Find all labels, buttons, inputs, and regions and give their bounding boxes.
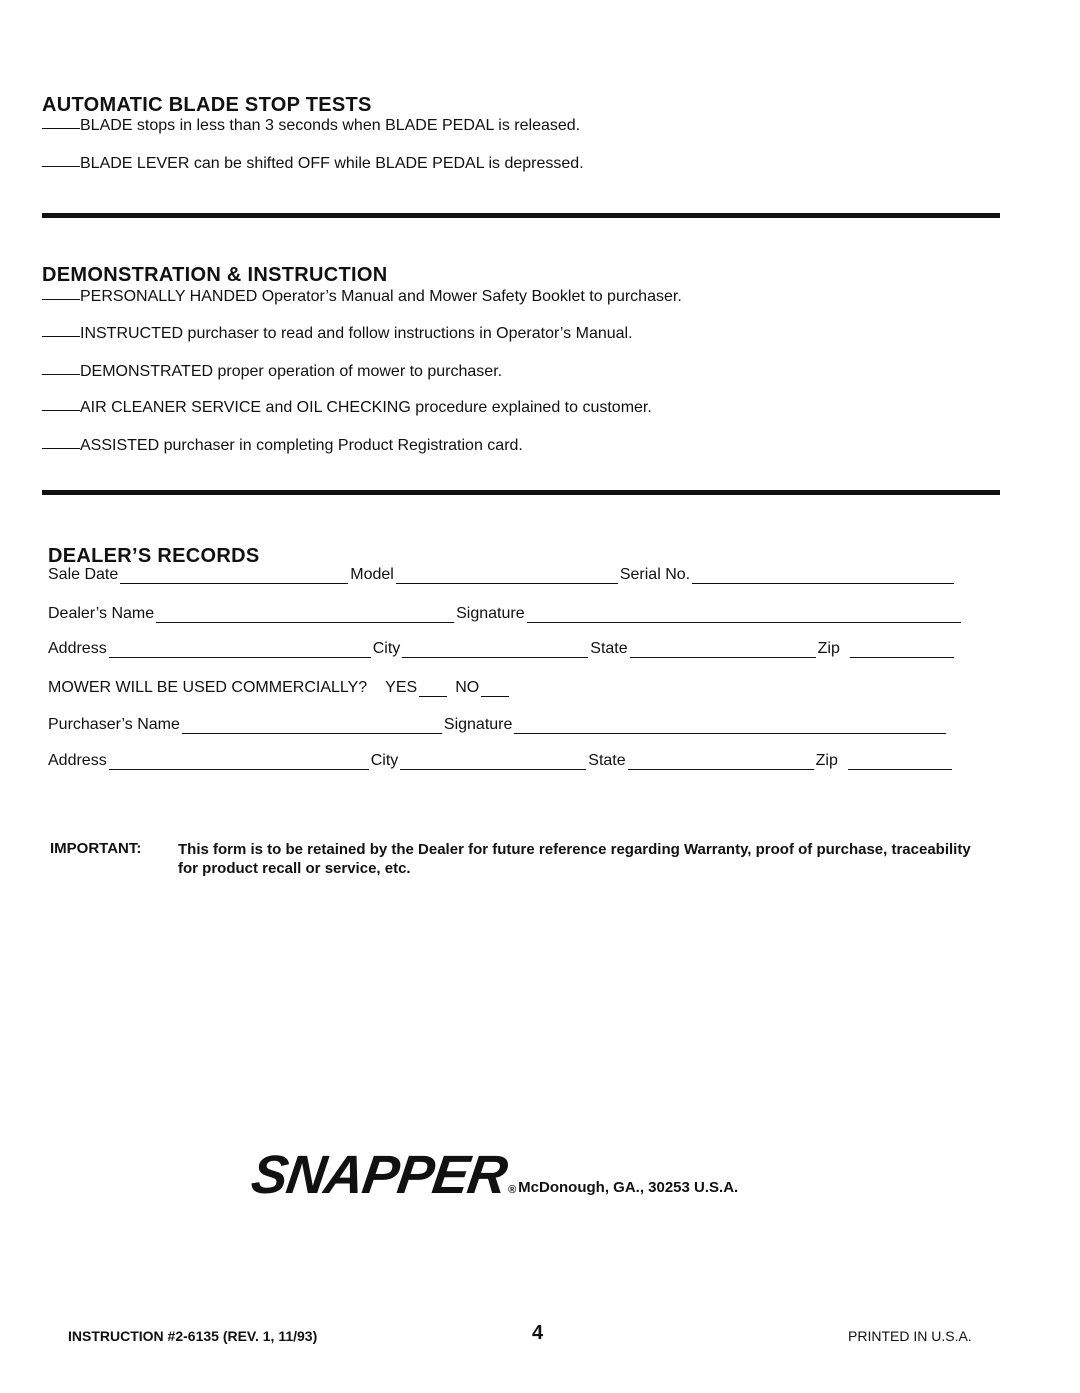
purchaser-signature-label: Signature: [443, 716, 513, 733]
check-blank[interactable]: [42, 447, 80, 449]
sale-date-field[interactable]: [120, 569, 348, 584]
purchaser-zip-label: Zip: [815, 752, 838, 769]
dealer-name-field[interactable]: [156, 608, 454, 623]
commercial-question: MOWER WILL BE USED COMMERCIALLY?: [48, 679, 368, 696]
dealer-signature-field[interactable]: [527, 608, 961, 623]
dealer-city-label: City: [372, 640, 401, 657]
purchaser-address-row: [48, 752, 954, 770]
important-text: This form is to be retained by the Dealer for future reference regarding Warranty, proof of purchase, traceability for product recall or service, etc.: [178, 841, 971, 877]
checklist-item: PERSONALLY HANDED Operator’s Manual and Mower Safety Booklet to purchaser.: [42, 288, 682, 306]
purchaser-zip-field[interactable]: [848, 755, 952, 770]
model-field[interactable]: [396, 569, 618, 584]
check-blank[interactable]: [42, 409, 80, 411]
dealer-zip-label: Zip: [817, 640, 840, 657]
dealer-city-field[interactable]: [402, 643, 588, 658]
checklist-item: BLADE stops in less than 3 seconds when BLADE PEDAL is released.: [42, 117, 580, 135]
dealer-row: [48, 605, 963, 623]
checklist-item: ASSISTED purchaser in completing Product Registration card.: [42, 437, 523, 455]
checklist-item: BLADE LEVER can be shifted OFF while BLADE PEDAL is depressed.: [42, 155, 584, 173]
purchaser-signature-field[interactable]: [514, 719, 946, 734]
checklist-item: INSTRUCTED purchaser to read and follow instructions in Operator’s Manual.: [42, 325, 633, 343]
yes-label: YES: [385, 679, 418, 696]
sale-row: [48, 566, 956, 584]
commercial-row: [48, 679, 511, 697]
company-location: McDonough, GA., 30253 U.S.A.: [518, 1179, 739, 1196]
purchaser-name-label: Purchaser’s Name: [48, 716, 180, 733]
dealer-zip-field[interactable]: [850, 643, 954, 658]
sale-date-label: Sale Date: [48, 566, 119, 583]
check-blank[interactable]: [42, 127, 80, 129]
dealer-address-row: [48, 640, 956, 658]
snapper-logo: SNAPPER: [247, 1145, 511, 1205]
instruction-number: INSTRUCTION #2-6135 (REV. 1, 11/93): [68, 1328, 318, 1344]
important-notice: [50, 840, 978, 878]
page-number: 4: [532, 1322, 544, 1344]
purchaser-address-field[interactable]: [109, 755, 369, 770]
purchaser-city-label: City: [370, 752, 399, 769]
dealer-state-label: State: [590, 640, 628, 657]
model-label: Model: [350, 566, 394, 583]
dealer-name-label: Dealer’s Name: [48, 605, 155, 622]
snapper-logo-block: [247, 1145, 739, 1205]
section-heading-dealer-records: DEALER’S RECORDS: [48, 545, 260, 567]
no-field[interactable]: [481, 682, 509, 697]
divider-rule: [42, 213, 1000, 218]
purchaser-state-label: State: [588, 752, 626, 769]
serial-field[interactable]: [692, 569, 954, 584]
divider-rule: [42, 490, 1000, 495]
purchaser-name-field[interactable]: [182, 719, 442, 734]
no-label: NO: [455, 679, 480, 696]
serial-label: Serial No.: [619, 566, 691, 583]
printed-in-usa: PRINTED IN U.S.A.: [848, 1328, 972, 1344]
registered-mark: ®: [508, 1184, 517, 1196]
dealer-signature-label: Signature: [456, 605, 525, 622]
dealer-address-field[interactable]: [109, 643, 371, 658]
section-heading-demonstration: DEMONSTRATION & INSTRUCTION: [42, 264, 388, 286]
purchaser-state-field[interactable]: [628, 755, 814, 770]
checklist-item: DEMONSTRATED proper operation of mower to purchaser.: [42, 363, 502, 381]
purchaser-city-field[interactable]: [400, 755, 586, 770]
dealer-state-field[interactable]: [630, 643, 816, 658]
check-blank[interactable]: [42, 373, 80, 375]
check-blank[interactable]: [42, 335, 80, 337]
check-blank[interactable]: [42, 298, 80, 300]
check-blank[interactable]: [42, 165, 80, 167]
purchaser-address-label: Address: [48, 752, 107, 769]
purchaser-row: [48, 716, 948, 734]
important-label: IMPORTANT:: [50, 840, 142, 857]
dealer-address-label: Address: [48, 640, 107, 657]
section-heading-blade-stop: AUTOMATIC BLADE STOP TESTS: [42, 94, 372, 116]
yes-field[interactable]: [419, 682, 447, 697]
checklist-item: AIR CLEANER SERVICE and OIL CHECKING procedure explained to customer.: [42, 399, 652, 417]
